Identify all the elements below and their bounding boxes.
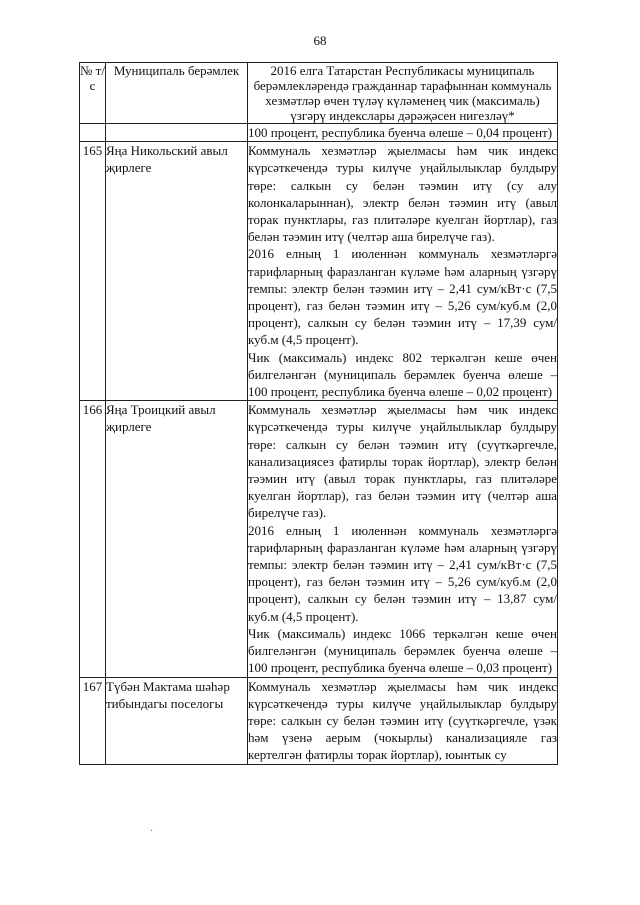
row-paragraph: Чик (максималь) индекс 1066 теркәлгән кеше өчен билгеләнгән (муниципаль берәмлек буенча өлеше – 100 процент, республика буенча өлеше – 0,03 процент) [248, 625, 557, 676]
continuation-num-cell [80, 124, 106, 142]
header-number: № т/с [80, 63, 106, 124]
table-row-continuation [80, 124, 558, 142]
row-paragraph: 2016 елның 1 июленнән коммуналь хезмәтләргә тарифларның фаразланган күләме һәм аларның үзгәрү темпы: электр белән тәэмин итү – 2,41 сум/кВт·с (7,5 процент), газ белән тәэмин итү – 5,26 сум/куб.м (2,0 процент), салкын су белән тәэмин итү – 17,39 сум/куб.м (4,5 процент). [248, 246, 557, 348]
scan-mark: · [150, 826, 154, 837]
row-municipality: Яңа Никольский авыл җирлеге [106, 142, 248, 401]
continuation-text: 100 процент, республика буенча өлеше – 0,04 процент) [248, 125, 553, 140]
continuation-municipality-cell [106, 124, 248, 142]
row-number: 166 [80, 401, 106, 677]
row-paragraph: 2016 елның 1 июленнән коммуналь хезмәтләргә тарифларның фаразланган күләме һәм аларның үзгәрү темпы: электр белән тәэмин итү – 2,41 сум/кВт·с (7,5 процент), газ белән тәэмин итү – 5,26 сум/куб.м (2,0 процент), салкын су белән тәэмин итү – 13,87 сум/куб.м (4,5 процент). [248, 522, 557, 624]
table-header-row [80, 63, 558, 124]
table-row [80, 401, 558, 677]
row-municipality: Түбән Мактама шәһәр тибындагы поселогы [106, 677, 248, 764]
row-number: 167 [80, 677, 106, 764]
row-paragraph: Коммуналь хезмәтләр җыелмасы һәм чик индекс күрсәткечендә туры килүче уңайлылыклар булдыру төре: салкын су белән тәэмин итү (суүткәргечле, үзәк һәм үзенә аерым (чокырлы) канализацияле газ кертелгән фатирлы торак йортлар), юынтык су [248, 678, 557, 763]
row-paragraph: Чик (максималь) индекс 802 теркәлгән кеше өчен билгеләнгән (муниципаль берәмлек буенча өлеше – 100 процент, республика буенча өлеше – 0,02 процент) [248, 349, 557, 400]
continuation-text-cell [248, 124, 558, 142]
row-justification [248, 677, 558, 764]
row-justification [248, 401, 558, 677]
row-municipality: Яңа Троицкий авыл җирлеге [106, 401, 248, 677]
table-row [80, 677, 558, 764]
row-number: 165 [80, 142, 106, 401]
row-justification [248, 142, 558, 401]
row-paragraph: Коммуналь хезмәтләр җыелмасы һәм чик индекс күрсәткечендә туры килүче уңайлылыклар булдыру төре: салкын су белән тәэмин итү (су алу колонкаларыннан), электр белән тәэмин итү (авыл торак пунктлары, газ плитәләре куелган йортлар), газ белән тәэмин итү (челтәр аша бирелүче газ). [248, 143, 557, 245]
header-index-justification: 2016 елга Татарстан Республикасы муниципаль берәмлекләрендә гражданнар тарафыннан коммуналь хезмәтләр өчен түләү күләменең чик (максималь) үзгәрү индекслары дәрәҗәсен нигезләү* [248, 63, 558, 124]
row-paragraph: Коммуналь хезмәтләр җыелмасы һәм чик индекс күрсәткечендә туры килүче уңайлылыклар булдыру төре: салкын су белән тәэмин итү (суүткәргечле, канализациясез фатирлы торак йортлар), электр белән тәэмин итү (авыл торак пунктлары, газ плитәләре куелган йортлар), газ белән тәэмин итү (челтәр аша бирелүче газ). [248, 402, 557, 521]
header-municipality: Муниципаль берәмлек [106, 63, 248, 124]
tariff-index-table [79, 62, 558, 765]
table-row [80, 142, 558, 401]
page-number: 68 [313, 33, 327, 48]
